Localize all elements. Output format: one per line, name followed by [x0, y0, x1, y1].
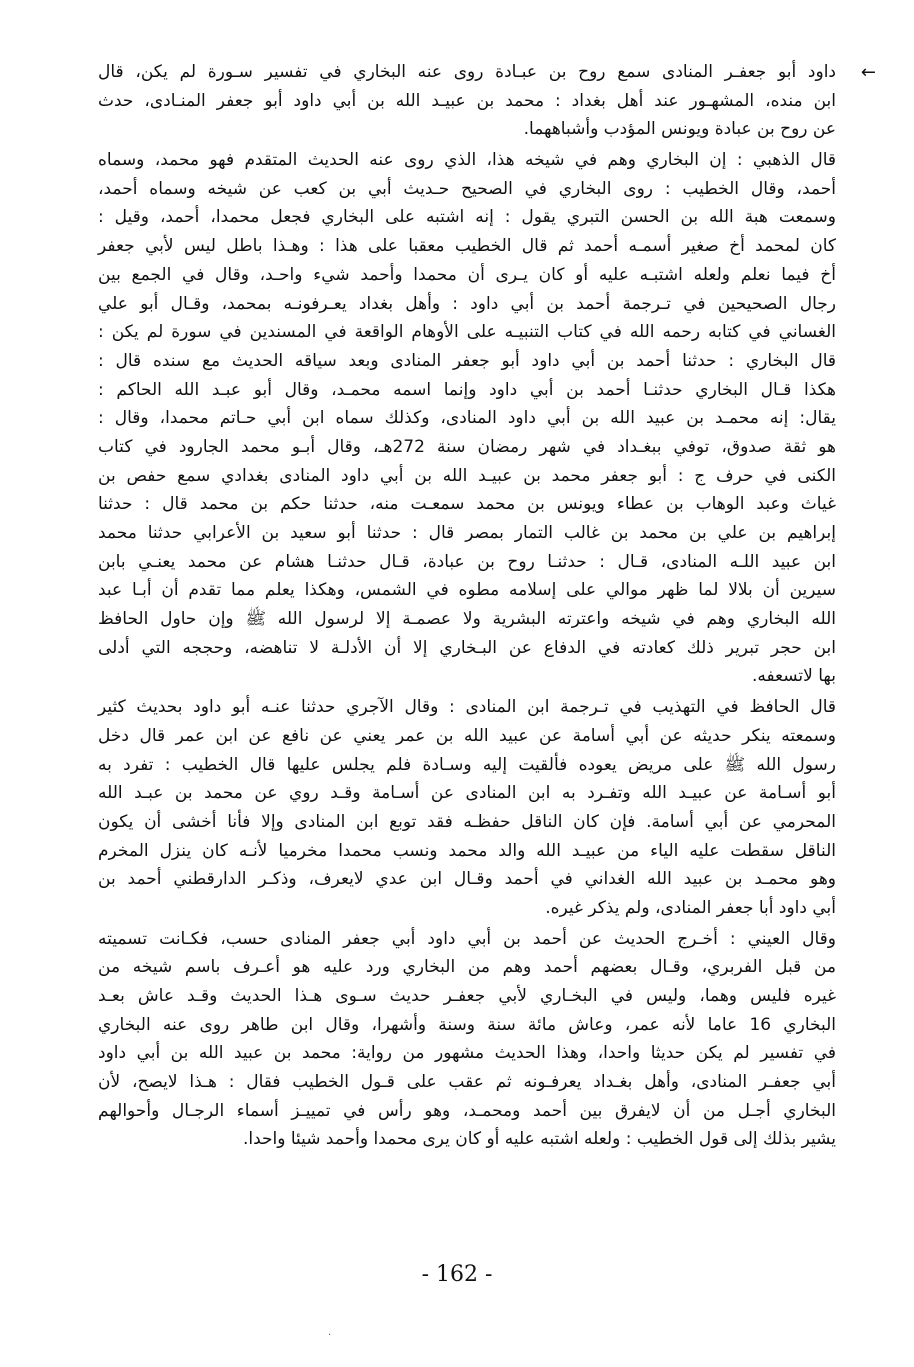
text-line: هو ثقة صدوق، توفي ببغـداد في شهر رمضان سنة 272هـ، وقال أبـو محمد الجارود في كتاب [98, 436, 836, 457]
text-line: وسمعت هبة الله بن الحسن التبري يقول : إنه اشتبه على البخاري فجعل محمدا، أحمد، وقيل : [98, 207, 836, 228]
continuation-arrow-icon: ← [860, 62, 876, 83]
text-line: سيرين أن بلالا لما ظهر موالي على إسلامه مطوه في الشمس، وهكذا يعلم مما تقدم أن أبـا عبد [98, 580, 836, 601]
scan-speck: · [328, 1330, 332, 1341]
text-line: عن روح بن عبادة ويونس المؤدب وأشباههما. [523, 119, 836, 140]
text-line: أبي داود أبا جعفر المنادى، ولم يذكر غيره. [545, 897, 836, 918]
text-line: الغساني في كتابه رحمه الله في كتاب التنبيـه على الأوهام الواقعة في المسندين في سورة لم يكن : [98, 322, 836, 343]
page-body [98, 58, 876, 1156]
paragraph [98, 146, 836, 691]
text-line: بها لاتسعفه. [751, 666, 836, 687]
text-line: ابن حجر تبرير ذلك كعادته في الدفاع عن البـخاري إلا أن الأدلـة لا تناهضه، وحججه التي أدلى [98, 637, 836, 658]
text-line: ابن منده، المشهـور عند أهل بغداد : محمد بن عبيـد الله بن أبي داود أبو جعفر المنـادى، حدث [98, 90, 836, 111]
text-line: من قبل الفربري، وقـال بعضهم أحمد وهم من البخاري ورد عليه هو أعـرف باسم شيخه من [98, 957, 836, 978]
text-line: البخاري 16 عاما لأنه عمر، وعاش مائة سنة وسنة وأشهرا، وقال ابن طاهر روى عنه البخاري [98, 1014, 837, 1035]
text-line: في تفسير لم يكن حديثا واحدا، وهذا الحديث مشهور من رواية: محمد بن عبيد الله بن أبي داود [98, 1043, 836, 1064]
text-line: أبي جعفـر المنادى، وأهل بغـداد يعرفـونه ثم عقب على قـول الخطيب فقال : هـذا لايصح، لأن [98, 1072, 836, 1093]
text-line: وقال العيني : أخـرج الحديث عن أحمد بن أبي داود أبي جعفر المنادى حسب، فكـانت تسميته [98, 928, 836, 949]
text-line: غيره فليس وهما، وليس في البخـاري لأبي جعفـر حديث سـوى هـذا الحديث وقـد عاش بعـد [98, 986, 836, 1006]
text-line: المحرمي عن أبي أسامة. فإن كان الناقل حفظـه فقد توبع ابن المنادى وإلا فأنا أخشى أن يكون [98, 811, 836, 832]
paragraph [98, 58, 836, 144]
paragraph [98, 693, 836, 923]
text-line: يقال: إنه محمـد بن عبيد الله بن أبي داود المنادى، وكذلك سماه ابن أبي حـاتم محمدا، وقال : [98, 408, 836, 429]
text-line: أبو أسـامة عن عبيـد الله وتفـرد به ابن المنادى عن أسـامة وقـد روي عن محمد بن عبـد الله [98, 783, 836, 804]
text-line: وسمعته ينكر حديثه عن أبي أسامة عن عبيد الله بن عمر يعني عن نافع عن ابن عمر قال دخل [98, 725, 836, 746]
text-block [98, 58, 836, 1154]
text-line: رسول الله ﷺ على مريض يعوده فألقيت إليه وسـادة فلم يجلس عليها قال الخطيب : تفرد به [98, 754, 836, 775]
text-line: أحمد، وقال الخطيب : روى البخاري في الصحيح حـديث أبي بن كعب عن شيخه وسماه أحمد، [98, 178, 836, 199]
paragraph [98, 925, 836, 1155]
text-line: رجال الصحيحين في تـرجمة أحمد بن أبي داود : وأهل بغداد يعـرفونـه بمحمد، وقـال أبو علي [98, 293, 836, 314]
text-line: الناقل سقطت عليه الياء من عبيـد الله والد محمد ونسب محمدا مخرميا لأنـه كان ينزل المخرم [98, 840, 836, 861]
text-line: قال الحافظ في التهذيب في تـرجمة ابن المنادى : وقال الآجري حدثنا عنـه أبو داود بحديث كثير [98, 697, 836, 718]
text-line: قال الذهبي : إن البخاري وهم في شيخه هذا، الذي روى عنه الحديث المتقدم فهو محمد، وسماه [98, 150, 836, 171]
text-line: غياث وعبد الوهاب بن عطاء ويونس بن محمد سمعـت منه، حدثنا حكم بن محمد قال : حدثنا [98, 494, 836, 515]
text-line: الله البخاري وهم في شيخه واعترته البشرية ولا عصمـة إلا لرسول الله ﷺ وإن حاول الحافظ [98, 609, 836, 630]
text-line: الكنى في حرف ج : أبو جعفر محمد بن عبيـد الله بن أبي داود المنادى بغدادي سمع حفص بن [98, 465, 836, 486]
text-line: إبراهيم بن علي بن محمد بن غالب التمار بمصر قال : حدثنا أبو سعيد بن الأعرابي حدثنا محمد [98, 523, 836, 543]
text-line: قال البخاري : حدثنا أحمد بن أبي داود أبو جعفر المنادى وبعد سياقه الحديث مع سنده قال : [98, 350, 836, 371]
text-line: أخ فيما نعلم ولعله اشتبـه عليه أو كان يـرى أن محمدا وأحمد شيء واحـد، وقال في الجمع بين [98, 264, 836, 285]
text-line: داود أبو جعفـر المنادى سمع روح بن عبـادة روى عنه البخاري في تفسير سـورة لم يكن، قال [98, 62, 836, 82]
text-line: هكذا قـال البخاري حدثنـا أحمد بن أبي داود وإنما اسمه محمـد، وقال أبو عبـد الله الحاكم : [98, 379, 836, 400]
page-number: - 162 - [421, 1262, 493, 1287]
text-line: كان لمحمد أخ صغير أسمـه أحمد ثم قال الخطيب معقبا على هذا : وهـذا باطل ليس لأبي جعفر [98, 236, 836, 257]
text-line: ابن عبيد اللـه المنادى، قـال : حدثنـا روح بن عبادة، قـال حدثنـا هشام عن محمد يعنـي بابن [98, 551, 836, 572]
text-line: البخاري أجـل من أن لايفرق بين أحمد ومحمـد، وهو رأس في تمييـز أسماء الرجـال وأحوالهم [98, 1100, 836, 1121]
text-line: يشير بذلك إلى قول الخطيب : ولعله اشتبه عليه أو كان يرى محمدا وأحمد شيئا واحدا. [242, 1129, 836, 1150]
text-line: وهو محمـد بن عبيد الله الغداني في أحمد وقـال ابن عدي لايعرف، وذكـر الدارقطني أحمد بن [98, 869, 836, 890]
